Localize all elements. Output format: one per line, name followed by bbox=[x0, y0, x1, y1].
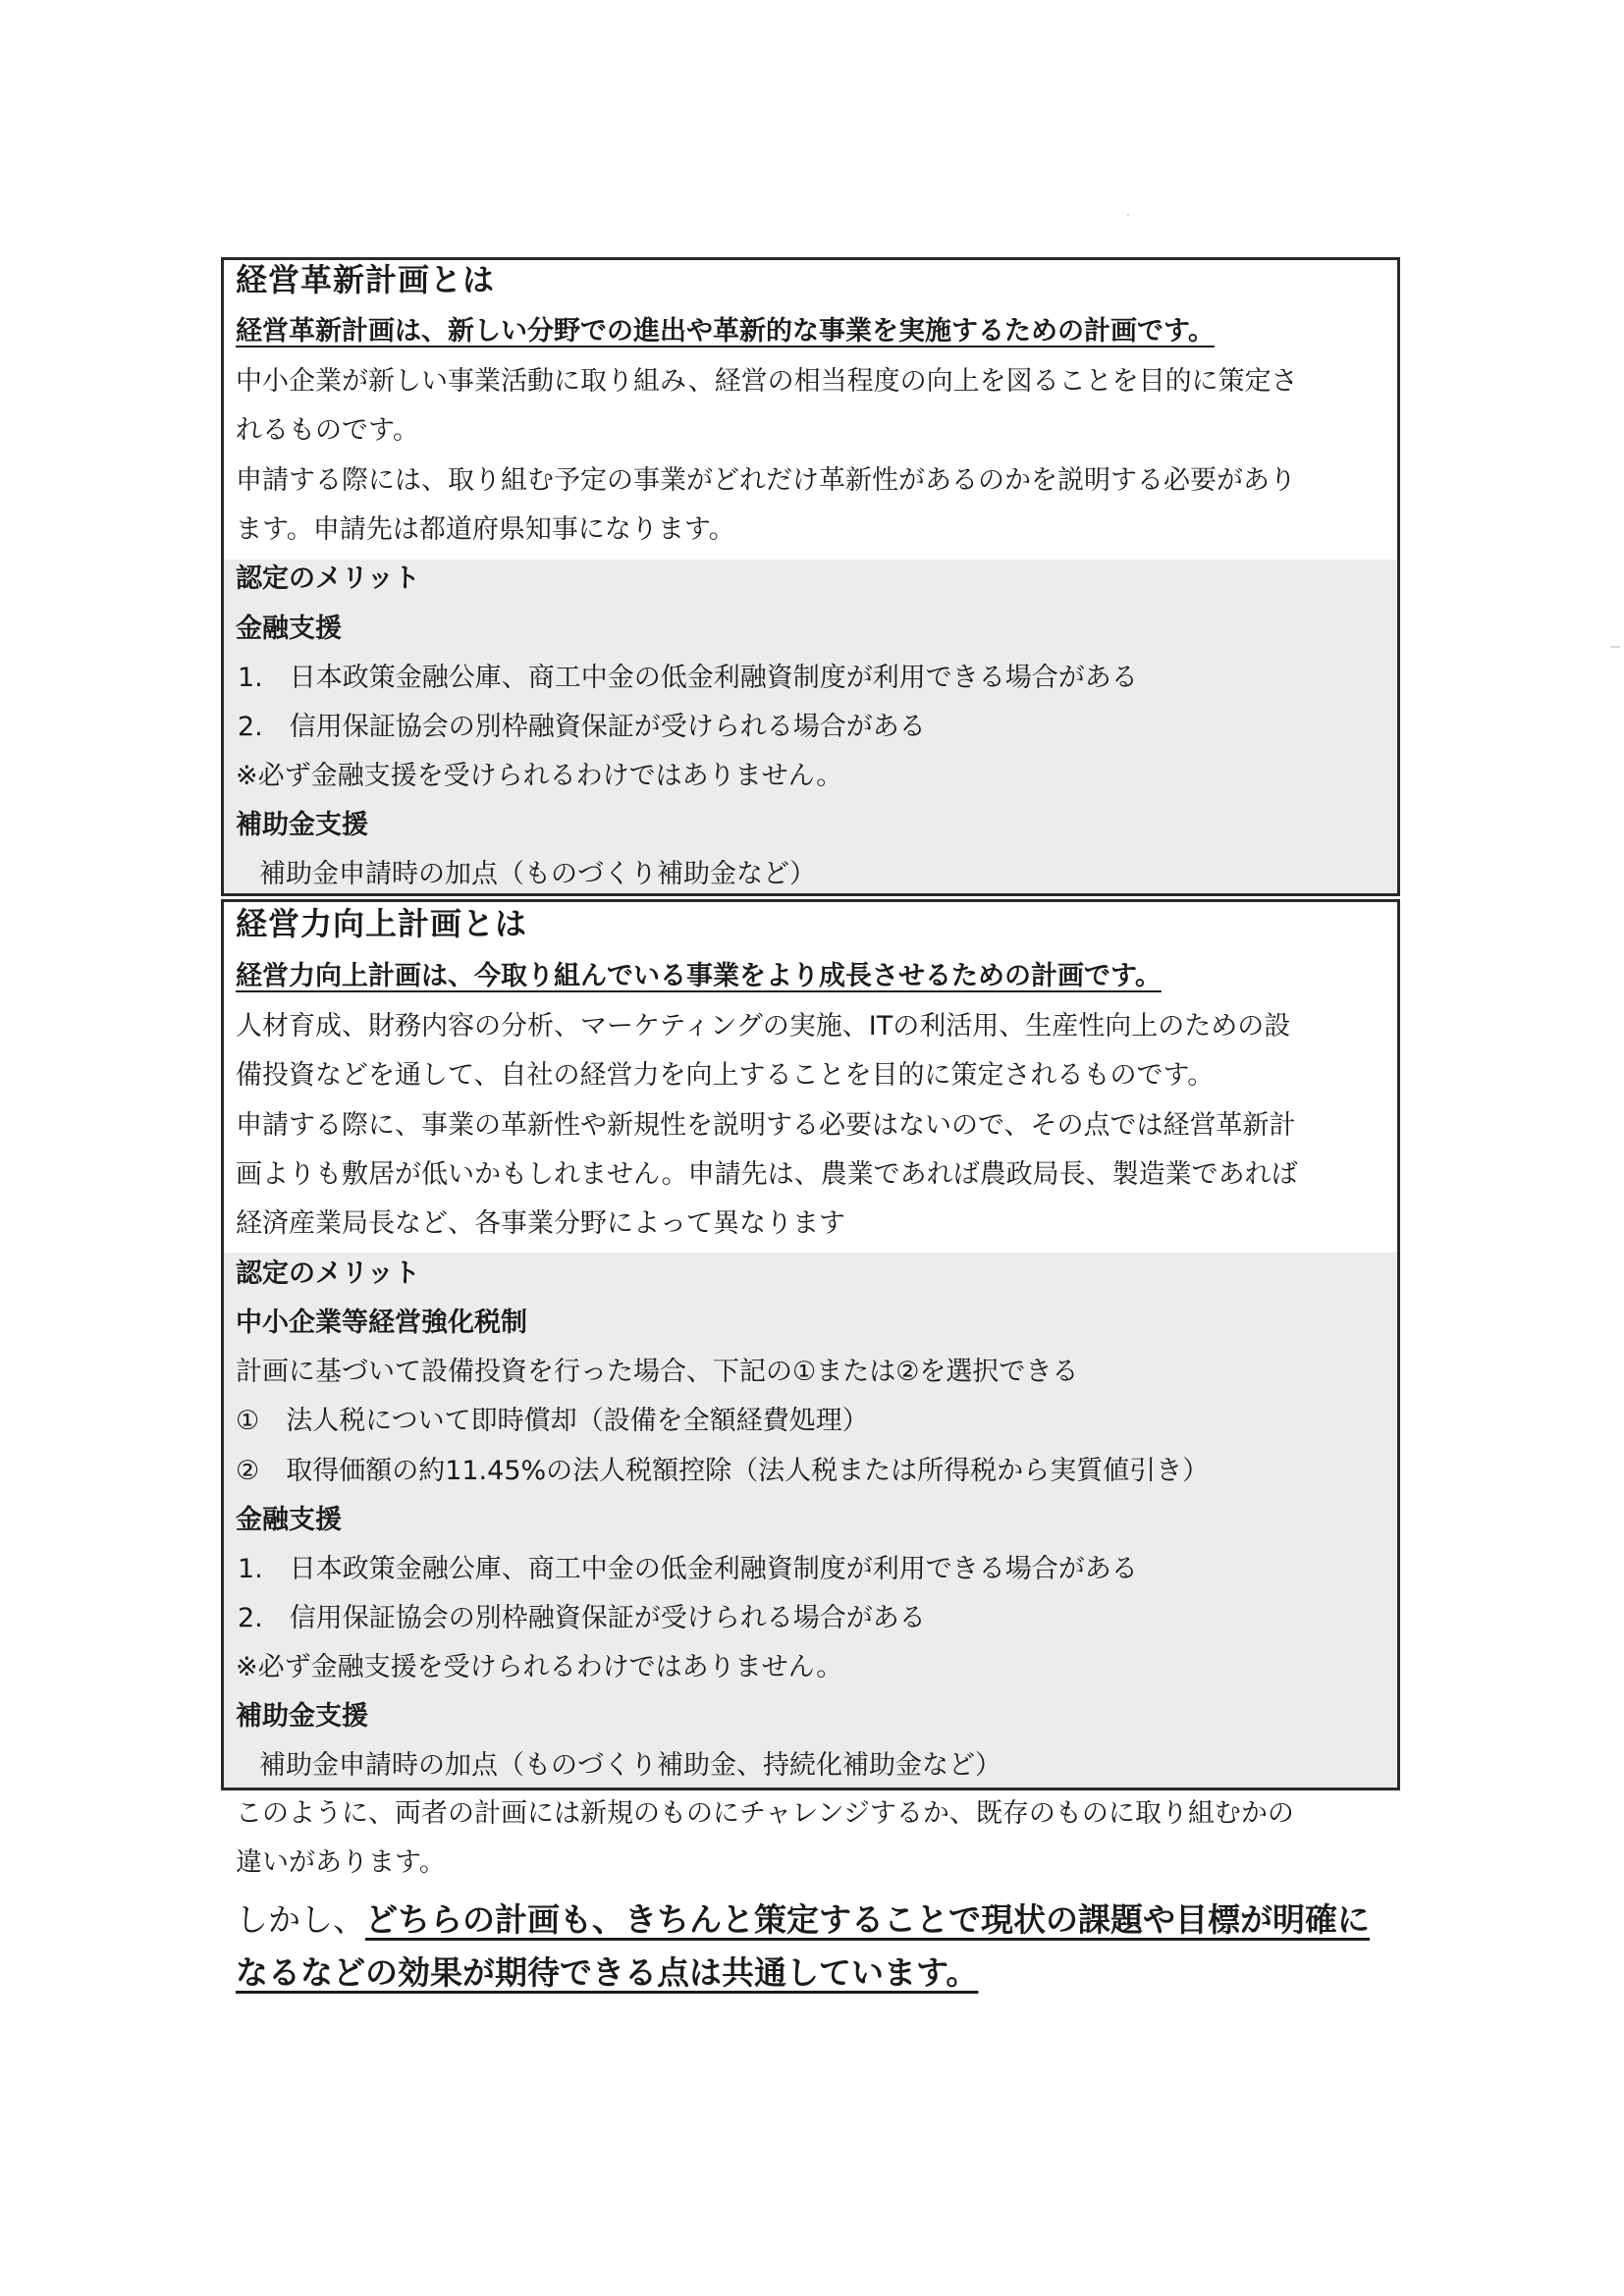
description-line: 申請する際に、事業の革新性や新規性を説明する必要はないので、その点では経営革新計 bbox=[236, 1110, 1296, 1141]
keiei-kakushin-section bbox=[221, 257, 1400, 896]
description-line: 中小企業が新しい事業活動に取り組み、経営の相当程度の向上を図ることを目的に策定さ bbox=[236, 366, 1298, 397]
finance-heading: 金融支援 bbox=[236, 1505, 342, 1535]
scan-dash bbox=[1610, 646, 1620, 648]
conclusion-line: このように、両者の計画には新規のものにチャレンジするか、既存のものに取り組むかの bbox=[236, 1798, 1294, 1829]
finance-item: 2. 信用保証協会の別枠融資保証が受けられる場合がある bbox=[238, 712, 926, 742]
tax-intro: 計画に基づいて設備投資を行った場合、下記の①または②を選択できる bbox=[236, 1357, 1079, 1387]
subsidy-heading: 補助金支援 bbox=[236, 810, 368, 840]
description-line: 備投資などを通して、自社の経営力を向上することを目的に策定されるものです。 bbox=[236, 1060, 1215, 1091]
conclusion-line: 違いがあります。 bbox=[236, 1847, 446, 1878]
conclusion-prefix: しかし、 bbox=[236, 1900, 365, 1939]
description-line: ます。申請先は都道府県知事になります。 bbox=[236, 514, 735, 545]
subsidy-item: 補助金申請時の加点（ものづくり補助金、持続化補助金など） bbox=[259, 1750, 1001, 1781]
tax-item: ① 法人税について即時償却（設備を全額経費処理） bbox=[236, 1406, 869, 1436]
conclusion-emphasis-line bbox=[236, 1951, 978, 1995]
description-line: 人材育成、財務内容の分析、マーケティングの実施、ITの利活用、生産性向上のための設 bbox=[236, 1011, 1291, 1041]
scan-dot bbox=[1127, 214, 1129, 216]
section-title: 経営力向上計画とは bbox=[236, 905, 528, 942]
conclusion-emphasis: なるなどの効果が期待できる点は共通しています。 bbox=[236, 1953, 979, 1992]
description-line: れるものです。 bbox=[236, 415, 419, 446]
description-line: 申請する際には、取り組む予定の事業がどれだけ革新性があるのかを説明する必要があり bbox=[236, 465, 1296, 496]
finance-note: ※必ず金融支援を受けられるわけではありません。 bbox=[236, 761, 843, 791]
merit-heading: 認定のメリット bbox=[236, 1258, 420, 1289]
description-line: 経済産業局長など、各事業分野によって異なります bbox=[236, 1208, 845, 1239]
description-line: 画よりも敷居が低いかもしれません。申請先は、農業であれば農政局長、製造業であれば bbox=[236, 1159, 1298, 1190]
finance-note: ※必ず金融支援を受けられるわけではありません。 bbox=[236, 1652, 843, 1682]
merit-heading: 認定のメリット bbox=[236, 563, 420, 594]
tax-heading: 中小企業等経営強化税制 bbox=[236, 1308, 527, 1338]
finance-item: 2. 信用保証協会の別枠融資保証が受けられる場合がある bbox=[238, 1603, 926, 1633]
finance-item: 1. 日本政策金融公庫、商工中金の低金利融資制度が利用できる場合がある bbox=[238, 663, 1138, 693]
section-title: 経営革新計画とは bbox=[236, 261, 496, 298]
section-subtitle: 経営力向上計画は、今取り組んでいる事業をより成長させるための計画です。 bbox=[236, 961, 1162, 991]
section-subtitle: 経営革新計画は、新しい分野での進出や革新的な事業を実施するための計画です。 bbox=[236, 316, 1215, 347]
subsidy-item: 補助金申請時の加点（ものづくり補助金など） bbox=[259, 859, 816, 889]
subsidy-heading: 補助金支援 bbox=[236, 1701, 368, 1732]
finance-heading: 金融支援 bbox=[236, 614, 342, 644]
tax-item: ② 取得価額の約11.45%の法人税額控除（法人税または所得税から実質値引き） bbox=[236, 1456, 1210, 1486]
keiei-ryoku-kojo-section bbox=[221, 899, 1400, 1790]
finance-item: 1. 日本政策金融公庫、商工中金の低金利融資制度が利用できる場合がある bbox=[238, 1554, 1138, 1584]
conclusion-emphasis-line bbox=[236, 1898, 1370, 1942]
conclusion-emphasis: どちらの計画も、きちんと策定することで現状の課題や目標が明確に bbox=[365, 1900, 1370, 1939]
